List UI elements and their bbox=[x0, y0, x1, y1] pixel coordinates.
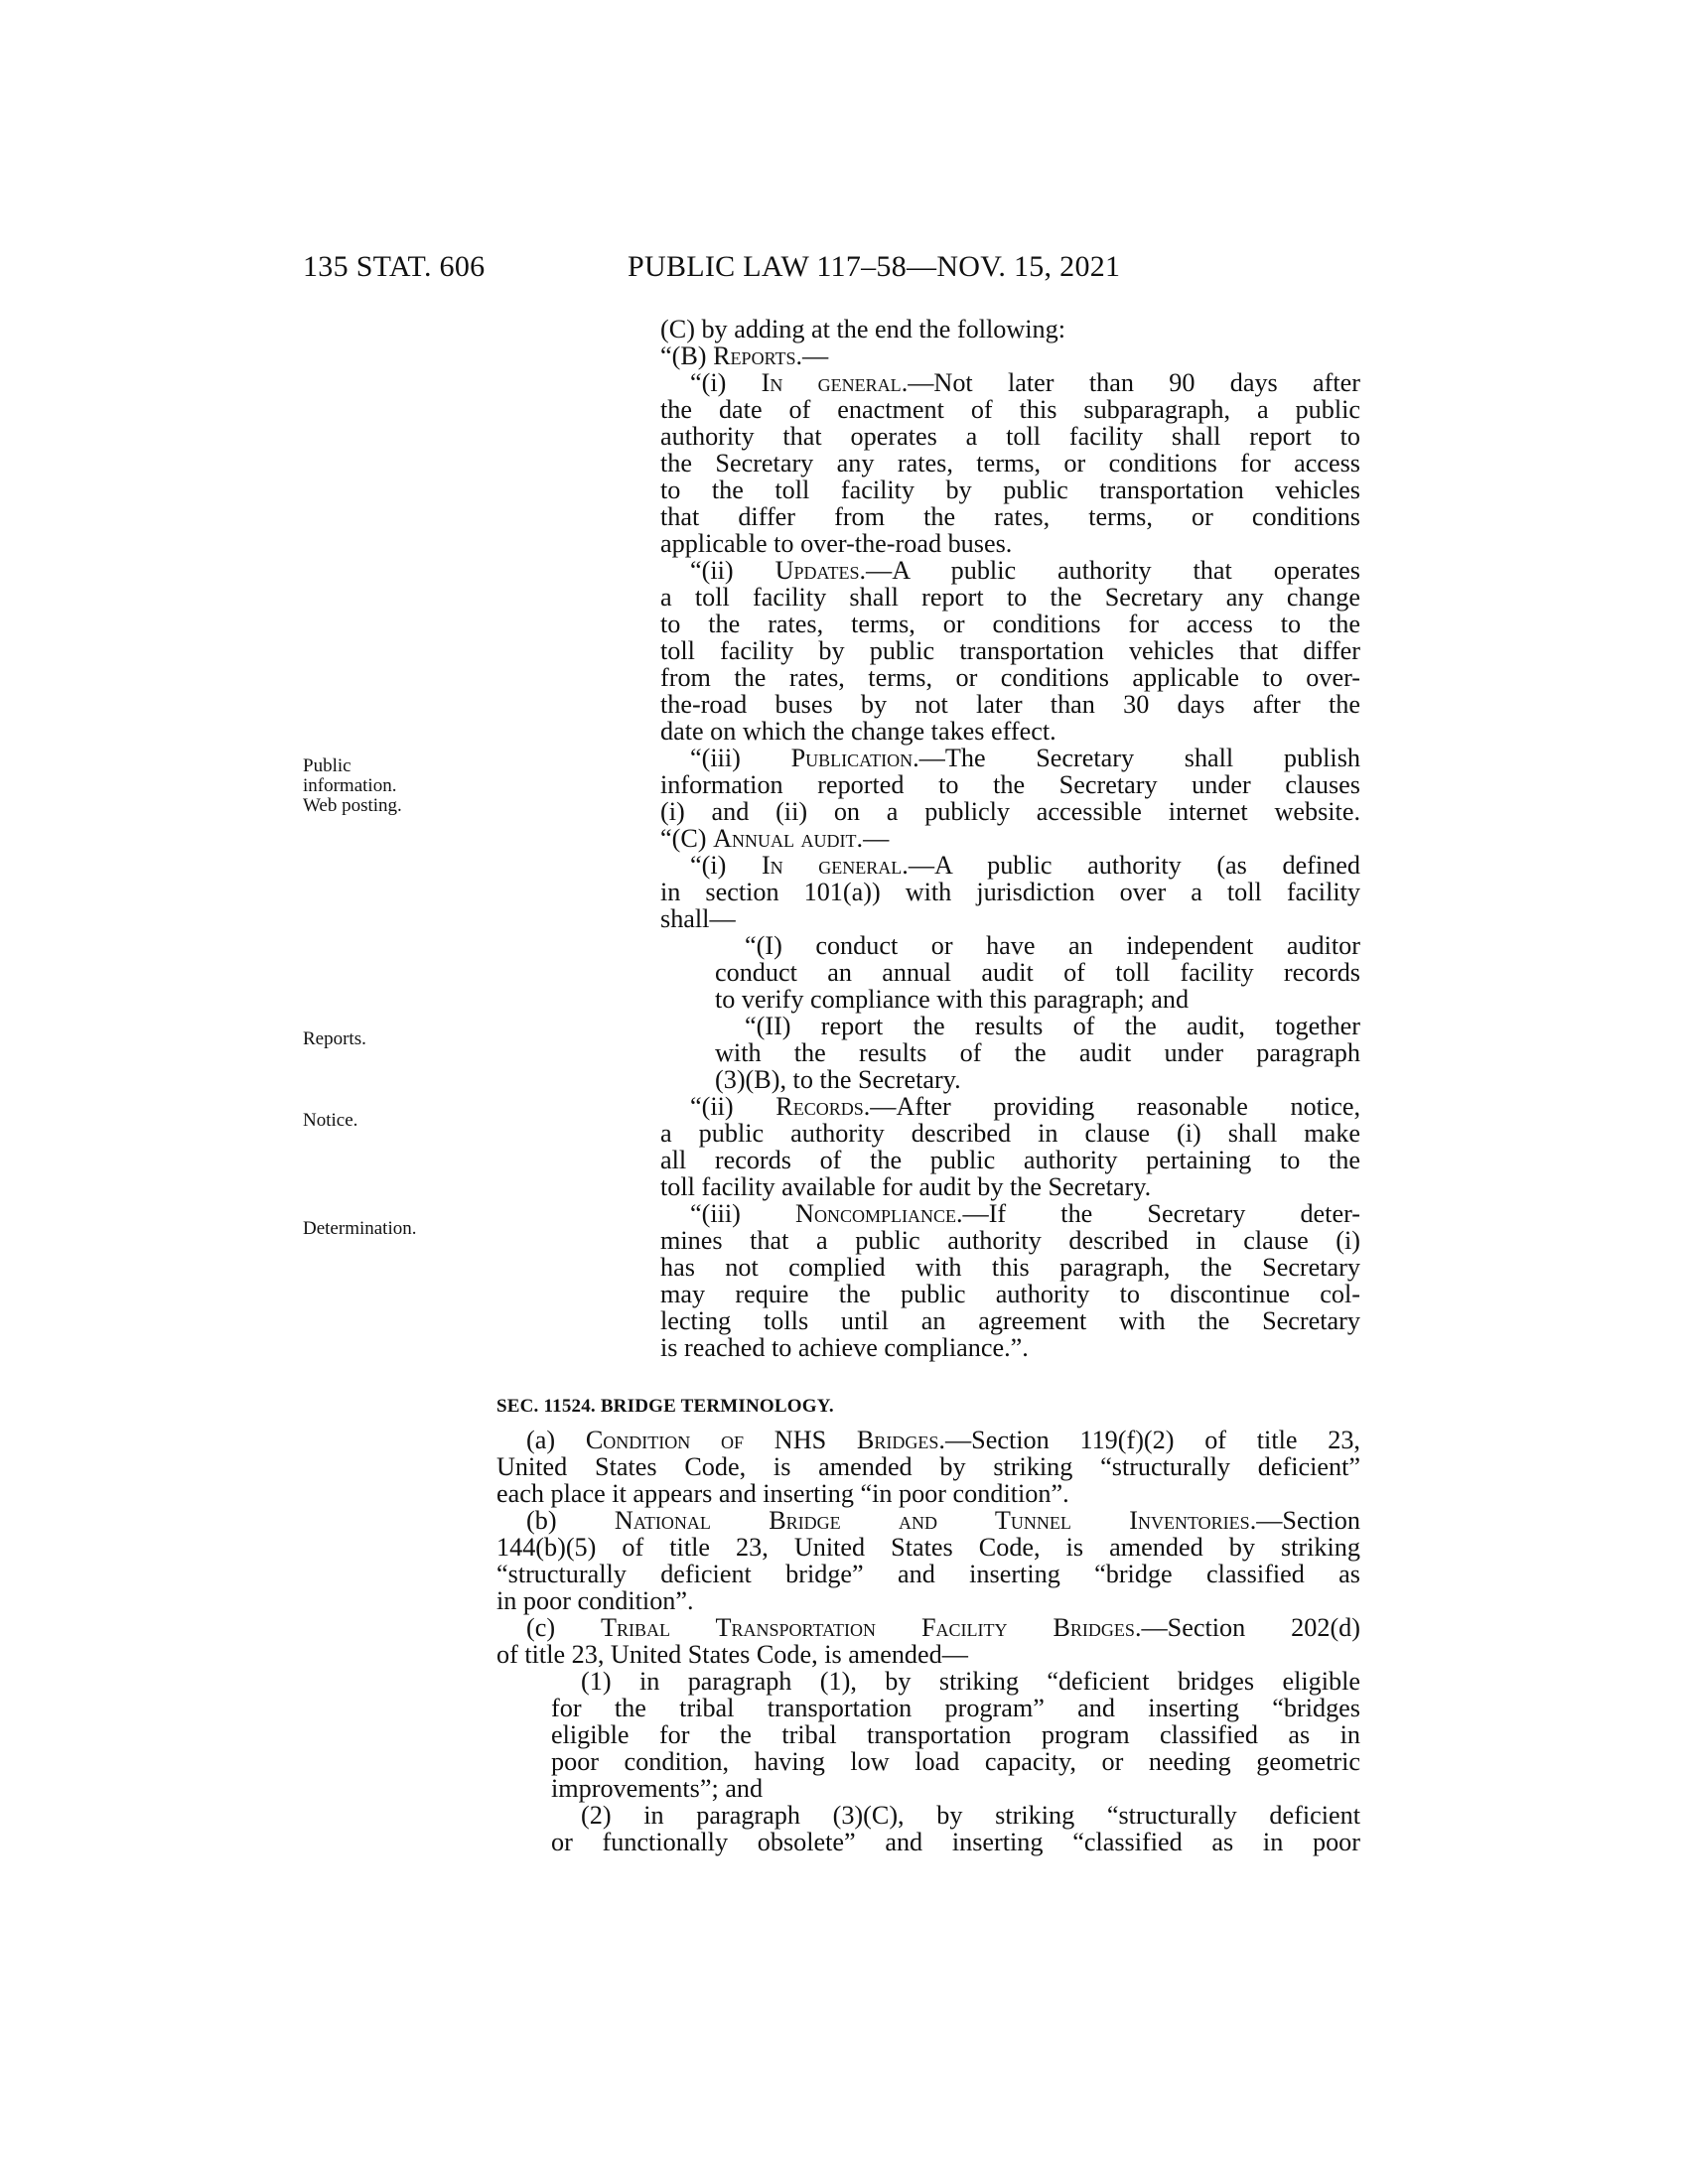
text-line: in section 101(a)) with jurisdiction over a toll facility bbox=[660, 878, 1360, 906]
clause-heading: “(i) In general.—A public authority (as defined bbox=[690, 851, 1360, 880]
text-line: to verify compliance with this paragraph; and bbox=[715, 985, 1190, 1014]
text-line: shall— bbox=[660, 904, 736, 933]
clause-heading: “(ii) Updates.—A public authority that operates bbox=[690, 556, 1360, 585]
page-title: PUBLIC LAW 117–58—NOV. 15, 2021 bbox=[628, 250, 1121, 283]
stat-page-number: 135 STAT. 606 bbox=[303, 250, 486, 283]
text-line: “structurally deficient bridge” and inserting “bridge classified as bbox=[496, 1560, 1360, 1588]
text-line: toll facility available for audit by the Secretary. bbox=[660, 1172, 1152, 1201]
subsection-heading: (a) Condition of NHS Bridges.—Section 119(f)(2) of title 23, bbox=[526, 1426, 1360, 1454]
subclause-line: “(I) conduct or have an independent auditor bbox=[745, 931, 1360, 960]
text-line: is reached to achieve compliance.”. bbox=[660, 1333, 1029, 1362]
text-line: with the results of the audit under paragraph bbox=[715, 1038, 1360, 1067]
margin-note-information: information. bbox=[303, 775, 397, 796]
margin-note-notice: Notice. bbox=[303, 1110, 358, 1131]
margin-note-reports: Reports. bbox=[303, 1028, 366, 1049]
text-line: lecting tolls until an agreement with the Secretary bbox=[660, 1306, 1360, 1335]
subsection-heading: (c) Tribal Transportation Facility Bridges.—Section 202(d) bbox=[526, 1613, 1360, 1642]
text-line: in poor condition”. bbox=[496, 1586, 694, 1615]
margin-note-determination: Determination. bbox=[303, 1218, 417, 1239]
subsection-heading: (b) National Bridge and Tunnel Inventories.—Section bbox=[526, 1506, 1360, 1535]
text-line: or functionally obsolete” and inserting “classified as in poor bbox=[551, 1828, 1360, 1856]
text-line: information reported to the Secretary under clauses bbox=[660, 770, 1360, 799]
text-line: from the rates, terms, or conditions applicable to over- bbox=[660, 663, 1360, 692]
text-line: for the tribal transportation program” and inserting “bridges bbox=[551, 1694, 1360, 1722]
clause-heading: “(iii) Noncompliance.—If the Secretary deter- bbox=[690, 1199, 1360, 1228]
text-line: toll facility by public transportation vehicles that differ bbox=[660, 636, 1360, 665]
text-line: to the rates, terms, or conditions for access to the bbox=[660, 610, 1360, 638]
text-line: poor condition, having low load capacity, or needing geometric bbox=[551, 1747, 1360, 1776]
text-line: (3)(B), to the Secretary. bbox=[715, 1065, 961, 1094]
text-line: date on which the change takes effect. bbox=[660, 717, 1056, 746]
text-line: a toll facility shall report to the Secretary any change bbox=[660, 583, 1360, 612]
text-line: the Secretary any rates, terms, or conditions for access bbox=[660, 449, 1360, 478]
paragraph-line: (2) in paragraph (3)(C), by striking “structurally deficient bbox=[581, 1801, 1360, 1830]
text-line: eligible for the tribal transportation program classified as in bbox=[551, 1720, 1360, 1749]
text-line: a public authority described in clause (i) shall make bbox=[660, 1119, 1360, 1148]
text-line: of title 23, United States Code, is amended— bbox=[496, 1640, 968, 1669]
clause-heading: “(i) In general.—Not later than 90 days after bbox=[690, 368, 1361, 397]
text-line: authority that operates a toll facility shall report to bbox=[660, 422, 1360, 451]
text-line: improvements”; and bbox=[551, 1774, 764, 1803]
margin-note-web-posting: Web posting. bbox=[303, 795, 402, 816]
text-line: 144(b)(5) of title 23, United States Code, is amended by striking bbox=[496, 1533, 1360, 1562]
text-line: each place it appears and inserting “in poor condition”. bbox=[496, 1479, 1069, 1508]
subparagraph-heading: “(B) Reports.— bbox=[660, 341, 829, 370]
text-line: United States Code, is amended by striking “structurally deficient” bbox=[496, 1452, 1360, 1481]
clause-heading: “(ii) Records.—After providing reasonable notice, bbox=[690, 1092, 1360, 1121]
text-line: conduct an annual audit of toll facility records bbox=[715, 958, 1360, 987]
text-line: the date of enactment of this subparagraph, a public bbox=[660, 395, 1360, 424]
text-line: all records of the public authority pertaining to the bbox=[660, 1146, 1360, 1174]
clause-heading: “(iii) Publication.—The Secretary shall publish bbox=[690, 744, 1360, 772]
text-line: mines that a public authority described in clause (i) bbox=[660, 1226, 1360, 1255]
text-line: may require the public authority to discontinue col- bbox=[660, 1280, 1360, 1308]
section-heading: SEC. 11524. BRIDGE TERMINOLOGY. bbox=[496, 1396, 834, 1417]
text-line: has not complied with this paragraph, the Secretary bbox=[660, 1253, 1360, 1282]
text-line: (C) by adding at the end the following: bbox=[660, 315, 1066, 343]
text-line: applicable to over-the-road buses. bbox=[660, 529, 1013, 558]
paragraph-line: (1) in paragraph (1), by striking “deficient bridges eligible bbox=[581, 1667, 1360, 1696]
margin-note-public: Public bbox=[303, 755, 352, 776]
text-line: the-road buses by not later than 30 days after the bbox=[660, 690, 1360, 719]
subclause-line: “(II) report the results of the audit, together bbox=[745, 1012, 1360, 1040]
subparagraph-heading: “(C) Annual audit.— bbox=[660, 824, 890, 853]
text-line: that differ from the rates, terms, or conditions bbox=[660, 502, 1360, 531]
text-line: to the toll facility by public transportation vehicles bbox=[660, 476, 1360, 504]
text-line: (i) and (ii) on a publicly accessible internet website. bbox=[660, 797, 1360, 826]
